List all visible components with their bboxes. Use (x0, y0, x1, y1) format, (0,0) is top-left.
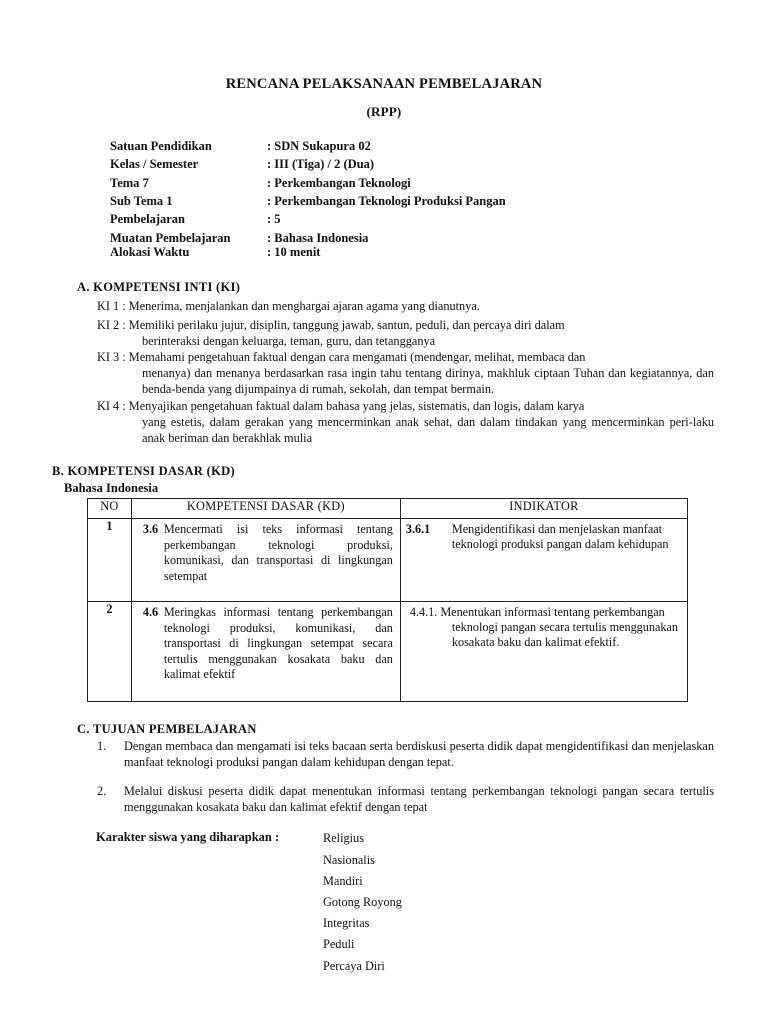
identity-label: Pembelajaran (110, 212, 185, 226)
row-no: 2 (88, 602, 132, 702)
karakter-item: Integritas (323, 916, 370, 930)
subject-label: Bahasa Indonesia (64, 481, 159, 495)
row-no: 1 (88, 519, 132, 602)
kd-text: Mencermati isi teks informasi tentang perkembangan teknologi produksi, komunikasi, dan transportasi di lingkungan setempat (163, 522, 393, 583)
table-row (88, 602, 688, 702)
karakter-item: Gotong Royong (323, 895, 402, 909)
identity-value: : Bahasa Indonesia (267, 231, 369, 245)
ki-item (97, 317, 714, 349)
kd-text: Meringkas informasi tentang perkembangan teknologi produksi, komunikasi, dan transportasi di lingkungan setempat secara tertulis menggunakan kosakata baku dan kalimat efektif (163, 605, 393, 681)
identity-label: Kelas / Semester (110, 157, 199, 171)
table-row (88, 519, 688, 602)
ki-continuation: menanya) dan menanya berdasarkan rasa ingin tahu tentang dirinya, makhluk ciptaan Tuhan dan kegiatannya, dan benda-benda yang dijumpainya di rumah, sekolah, dan tempat bermain. (142, 366, 714, 396)
kd-number: 4.6 (142, 605, 159, 619)
header-no: NO (88, 499, 132, 519)
tujuan-item (97, 738, 714, 770)
identity-value: : III (Tiga) / 2 (Dua) (267, 157, 375, 171)
karakter-item: Nasionalis (323, 853, 375, 867)
kd-cell (131, 519, 400, 602)
identity-label: Satuan Pendidikan (110, 139, 212, 153)
ki-first-line: KI 1 : Menerima, menjalankan dan menghargai ajaran agama yang dianutnya. (97, 299, 480, 313)
tujuan-text: Dengan membaca dan mengamati isi teks bacaan serta berdiskusi peserta didik dapat mengidentifikasi dan menjelaskan manfaat teknologi produksi pangan dalam kehidupan dengan tepat. (124, 739, 714, 769)
identity-value: : Perkembangan Teknologi Produksi Pangan (267, 194, 506, 208)
indikator-text: Mengidentifikasi dan menjelaskan manfaat teknologi produksi pangan dalam kehidupan (451, 522, 669, 551)
tujuan-text: Melalui diskusi peserta didik dapat menentukan informasi tentang perkembangan teknologi pangan secara tertulis menggunakan kosakata baku dan kalimat efektif dengan tepat (124, 784, 714, 814)
identity-value: : SDN Sukapura 02 (267, 139, 371, 153)
ki-item (97, 349, 714, 397)
section-a-heading: A. KOMPETENSI INTI (KI) (77, 280, 241, 294)
karakter-item: Peduli (323, 937, 355, 951)
indikator-text: 4.4.1. Menentukan informasi tentang perkembangan teknologi pangan secara tertulis menggunakan kosakata baku dan kalimat efektif. (409, 605, 678, 649)
document-subtitle: (RPP) (366, 104, 402, 119)
ki-continuation: yang estetis, dalam gerakan yang mencerminkan anak sehat, dan dalam tindakan yang mencerminkan peri-laku anak beriman dan berakhlak mulia (142, 415, 714, 445)
section-b-heading: B. KOMPETENSI DASAR (KD) (52, 464, 235, 478)
kd-cell (131, 602, 400, 702)
kd-number: 3.6 (142, 522, 159, 536)
tujuan-item (97, 783, 714, 815)
identity-label: Alokasi Waktu (110, 245, 190, 259)
ki-first-line: KI 3 : Memahami pengetahuan faktual dengan cara mengamati (mendengar, melihat, membaca dan (97, 350, 586, 364)
header-indikator: INDIKATOR (400, 499, 687, 519)
identity-value: : 5 (267, 212, 281, 226)
karakter-item: Mandiri (323, 874, 363, 888)
section-c-heading: C. TUJUAN PEMBELAJARAN (77, 722, 257, 736)
kd-table (87, 498, 688, 702)
identity-label: Muatan Pembelajaran (110, 231, 231, 245)
indikator-number: 3.6.1 (405, 522, 431, 536)
indikator-cell (400, 602, 687, 702)
ki-first-line: KI 4 : Menyajikan pengetahuan faktual dalam bahasa yang jelas, sistematis, dan logis, dalam karya (97, 399, 585, 413)
karakter-label: Karakter siswa yang diharapkan : (96, 830, 280, 844)
header-kd: KOMPETENSI DASAR (KD) (131, 499, 400, 519)
karakter-item: Percaya Diri (323, 959, 385, 973)
ki-item (97, 398, 714, 446)
tujuan-number: 2. (97, 784, 107, 798)
karakter-item: Religius (323, 831, 364, 845)
identity-value: : 10 menit (267, 245, 321, 259)
tujuan-number: 1. (97, 739, 107, 753)
identity-label: Tema 7 (110, 176, 149, 190)
ki-continuation: berinteraksi dengan keluarga, teman, guru, dan tetangganya (142, 334, 436, 348)
document-title: RENCANA PELAKSANAAN PEMBELAJARAN (225, 76, 543, 92)
identity-value: : Perkembangan Teknologi (267, 176, 411, 190)
identity-label: Sub Tema 1 (110, 194, 173, 208)
table-header-row (88, 499, 688, 519)
indikator-cell (400, 519, 687, 602)
ki-first-line: KI 2 : Memiliki perilaku jujur, disiplin, tanggung jawab, santun, peduli, dan percaya diri dalam (97, 318, 565, 332)
ki-item (97, 298, 714, 314)
